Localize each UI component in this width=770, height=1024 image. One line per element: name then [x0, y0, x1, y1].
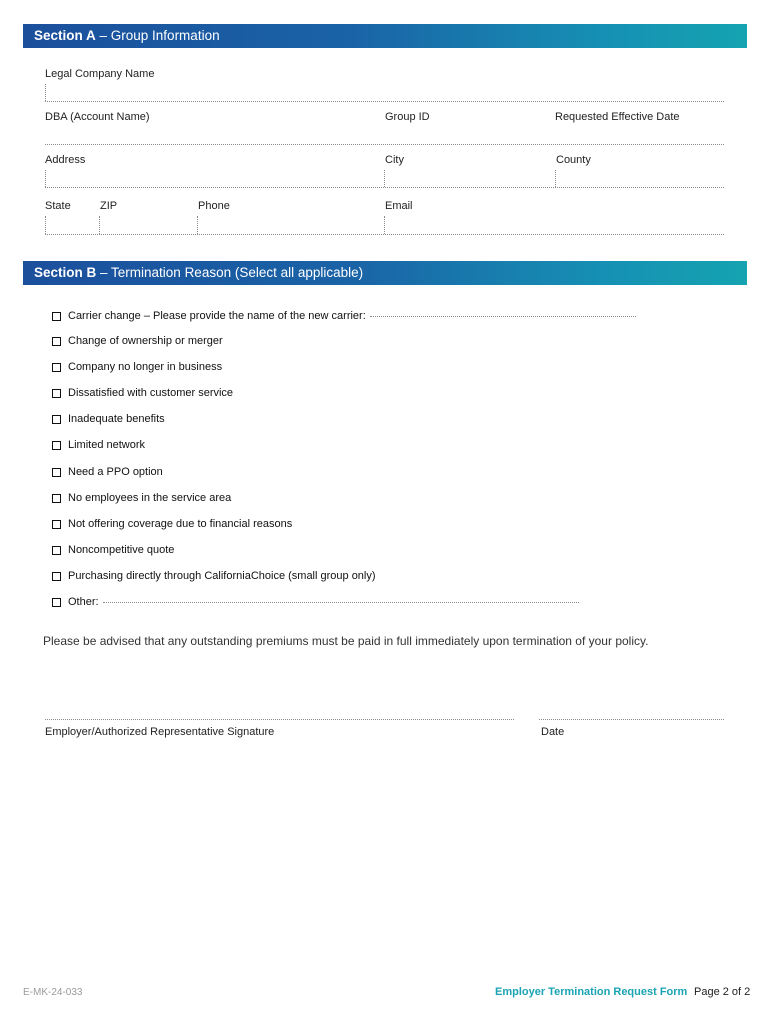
- reason-label: Limited network: [68, 439, 146, 451]
- reason-purchasing-directly[interactable]: [52, 569, 376, 583]
- county-label: County: [556, 154, 591, 166]
- checkbox[interactable]: [52, 598, 61, 607]
- reason-label: Not offering coverage due to financial reasons: [68, 518, 293, 530]
- state-divider: [45, 216, 46, 234]
- reason-need-ppo[interactable]: [52, 465, 163, 479]
- reason-financial-reasons[interactable]: [52, 517, 292, 531]
- other-reason-field[interactable]: [103, 602, 579, 603]
- reason-limited-network[interactable]: [52, 438, 145, 452]
- section-b-header: [23, 261, 747, 285]
- reason-label: Need a PPO option: [68, 466, 163, 478]
- state-label: State: [45, 200, 71, 212]
- checkbox[interactable]: [52, 415, 61, 424]
- premium-notice: Please be advised that any outstanding premiums must be paid in full immediately upon termination of your policy.: [43, 634, 649, 648]
- city-divider: [384, 170, 385, 187]
- reason-label: Other:: [68, 596, 99, 608]
- section-b-title-rest: – Termination Reason (Select all applicable): [96, 265, 364, 280]
- address-label: Address: [45, 154, 86, 166]
- reason-label: Inadequate benefits: [68, 413, 165, 425]
- checkbox[interactable]: [52, 546, 61, 555]
- city-label: City: [385, 154, 404, 166]
- reason-other[interactable]: [52, 595, 579, 609]
- section-b-title-bold: Section B: [34, 265, 97, 280]
- form-code: E-MK-24-033: [23, 987, 83, 998]
- email-divider: [384, 216, 385, 234]
- date-label: Date: [541, 726, 565, 738]
- checkbox[interactable]: [52, 572, 61, 581]
- checkbox[interactable]: [52, 312, 61, 321]
- reason-label: Change of ownership or merger: [68, 335, 223, 347]
- reason-label: Carrier change – Please provide the name of the new carrier:: [68, 310, 366, 322]
- reason-no-employees-service-area[interactable]: [52, 491, 231, 505]
- dba-row-field[interactable]: [45, 144, 724, 145]
- section-a-title-bold: Section A: [34, 28, 96, 43]
- reason-dissatisfied-service[interactable]: [52, 386, 233, 400]
- checkbox[interactable]: [52, 389, 61, 398]
- date-field[interactable]: [539, 719, 724, 720]
- checkbox[interactable]: [52, 494, 61, 503]
- legal-company-name-divider: [45, 84, 46, 101]
- checkbox[interactable]: [52, 520, 61, 529]
- address-row-field[interactable]: [45, 187, 724, 188]
- email-label: Email: [385, 200, 413, 212]
- reason-label: Company no longer in business: [68, 361, 223, 373]
- zip-divider: [99, 216, 100, 234]
- signature-label: Employer/Authorized Representative Signature: [45, 726, 275, 738]
- checkbox[interactable]: [52, 441, 61, 450]
- effective-date-label: Requested Effective Date: [555, 111, 680, 123]
- county-divider: [555, 170, 556, 187]
- zip-label: ZIP: [100, 200, 118, 212]
- new-carrier-field[interactable]: [370, 316, 636, 317]
- checkbox[interactable]: [52, 363, 61, 372]
- reason-carrier-change[interactable]: [52, 309, 636, 323]
- page-number: Page 2 of 2: [694, 986, 751, 998]
- reason-label: Dissatisfied with customer service: [68, 387, 234, 399]
- group-id-label: Group ID: [385, 111, 430, 123]
- reason-noncompetitive-quote[interactable]: [52, 543, 174, 557]
- section-a-header: [23, 24, 747, 48]
- signature-field[interactable]: [45, 719, 514, 720]
- legal-company-name-label: Legal Company Name: [45, 68, 155, 80]
- phone-divider: [197, 216, 198, 234]
- checkbox[interactable]: [52, 337, 61, 346]
- reason-label: Purchasing directly through CaliforniaChoice (small group only): [68, 570, 376, 582]
- reason-ownership-change[interactable]: [52, 334, 223, 348]
- contact-row-field[interactable]: [45, 234, 724, 235]
- legal-company-name-field[interactable]: [45, 101, 724, 102]
- dba-label: DBA (Account Name): [45, 111, 150, 123]
- form-title: Employer Termination Request Form: [495, 986, 688, 998]
- address-divider: [45, 170, 46, 187]
- reason-label: Noncompetitive quote: [68, 544, 175, 556]
- checkbox[interactable]: [52, 468, 61, 477]
- reason-no-longer-in-business[interactable]: [52, 360, 222, 374]
- section-a-title-rest: – Group Information: [95, 28, 220, 43]
- reason-inadequate-benefits[interactable]: [52, 412, 165, 426]
- phone-label: Phone: [198, 200, 230, 212]
- reason-label: No employees in the service area: [68, 492, 232, 504]
